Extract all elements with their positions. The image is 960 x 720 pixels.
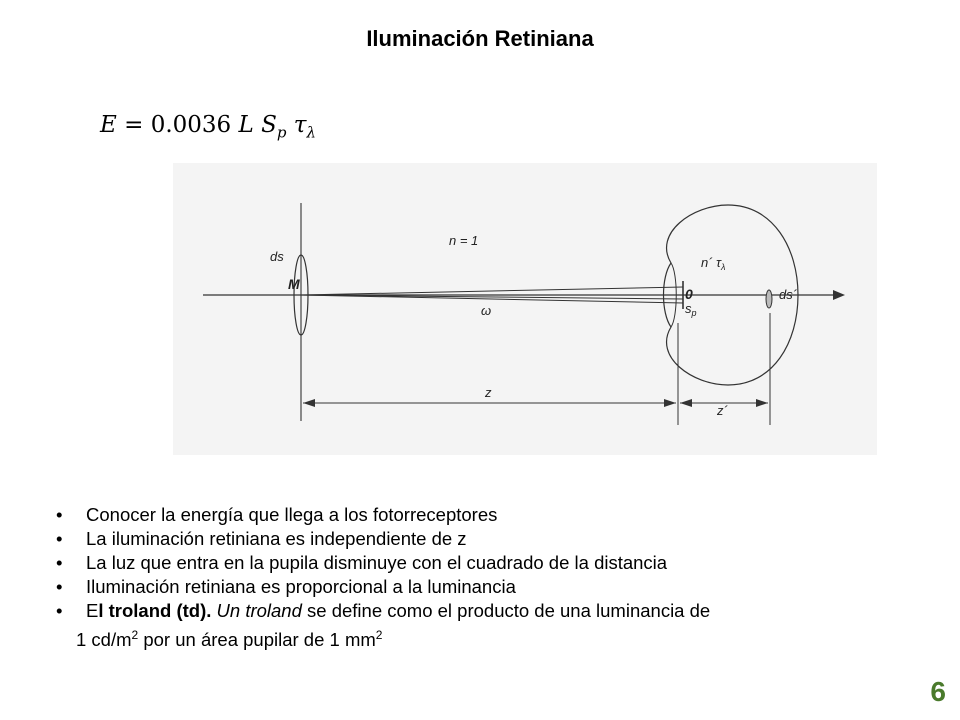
troland-unit-b: por un área pupilar de 1 mm	[138, 629, 376, 651]
list-item-troland	[56, 599, 710, 623]
formula-constant: = 0.0036	[116, 112, 239, 138]
dimension-z-arrow-left	[303, 399, 315, 407]
label-n-prime: n´ $\tau_\lambda$	[701, 255, 726, 272]
list-item	[56, 503, 710, 527]
label-omega: ω	[481, 303, 492, 318]
troland-term: l troland (td).	[98, 600, 212, 621]
troland-sup-b: 2	[375, 628, 383, 642]
retinal-image	[766, 290, 772, 308]
bullet-text: La iluminación retiniana es independiente de z	[86, 528, 467, 549]
dimension-z-arrow-right	[664, 399, 676, 407]
list-item	[56, 575, 710, 599]
dimension-zprime-arrow-right	[756, 399, 768, 407]
slide-title: Iluminación Retiniana	[366, 26, 594, 51]
formula-pupil-sub: p	[276, 123, 287, 142]
label-z: z	[485, 385, 492, 400]
formula-transmittance: τ	[293, 112, 307, 138]
slide-number: 6	[930, 676, 946, 707]
label-sp: $s_p$	[685, 301, 697, 318]
troland-prefix: E	[86, 600, 99, 621]
bullet-text: Conocer la energía que llega a los fotorreceptores	[86, 504, 498, 525]
bullet-dot: •	[56, 600, 63, 621]
list-item	[56, 551, 710, 575]
formula-transmittance-sub: λ	[306, 123, 317, 142]
bullet-dot: •	[56, 552, 63, 573]
troland-continuation	[56, 623, 710, 652]
eye-diagram-svg	[173, 163, 877, 455]
retinal-illuminance-formula	[100, 112, 316, 142]
list-item	[56, 527, 710, 551]
troland-italic: Un troland	[216, 600, 302, 621]
bullet-dot: •	[56, 504, 63, 525]
label-m: M	[288, 276, 300, 292]
label-zero: 0	[685, 286, 693, 302]
dimension-zprime-arrow-left	[680, 399, 692, 407]
bullet-dot: •	[56, 576, 63, 597]
label-ds: ds	[270, 249, 284, 264]
troland-sup-a: 2	[131, 628, 139, 642]
bullet-text: La luz que entra en la pupila disminuye con el cuadrado de la distancia	[86, 552, 668, 573]
bullet-list	[56, 503, 710, 652]
troland-unit-a: 1 cd/m	[76, 629, 132, 651]
bullet-dot: •	[56, 528, 63, 549]
label-ds-prime: ds´	[779, 287, 798, 302]
troland-definition: se define como el producto de una luminancia de	[301, 600, 711, 621]
axis-arrow	[833, 290, 845, 300]
bullet-text: Iluminación retiniana es proporcional a la luminancia	[86, 576, 516, 597]
label-n: n = 1	[449, 233, 479, 248]
formula-pupil: S	[261, 112, 277, 138]
formula-luminance: L	[238, 112, 254, 138]
ray-mid	[301, 295, 683, 299]
eye-diagram	[173, 163, 877, 455]
ray-upper	[301, 287, 683, 295]
formula-e: E	[100, 112, 117, 138]
label-z-prime: z´	[717, 403, 728, 418]
ray-lower	[301, 295, 683, 303]
